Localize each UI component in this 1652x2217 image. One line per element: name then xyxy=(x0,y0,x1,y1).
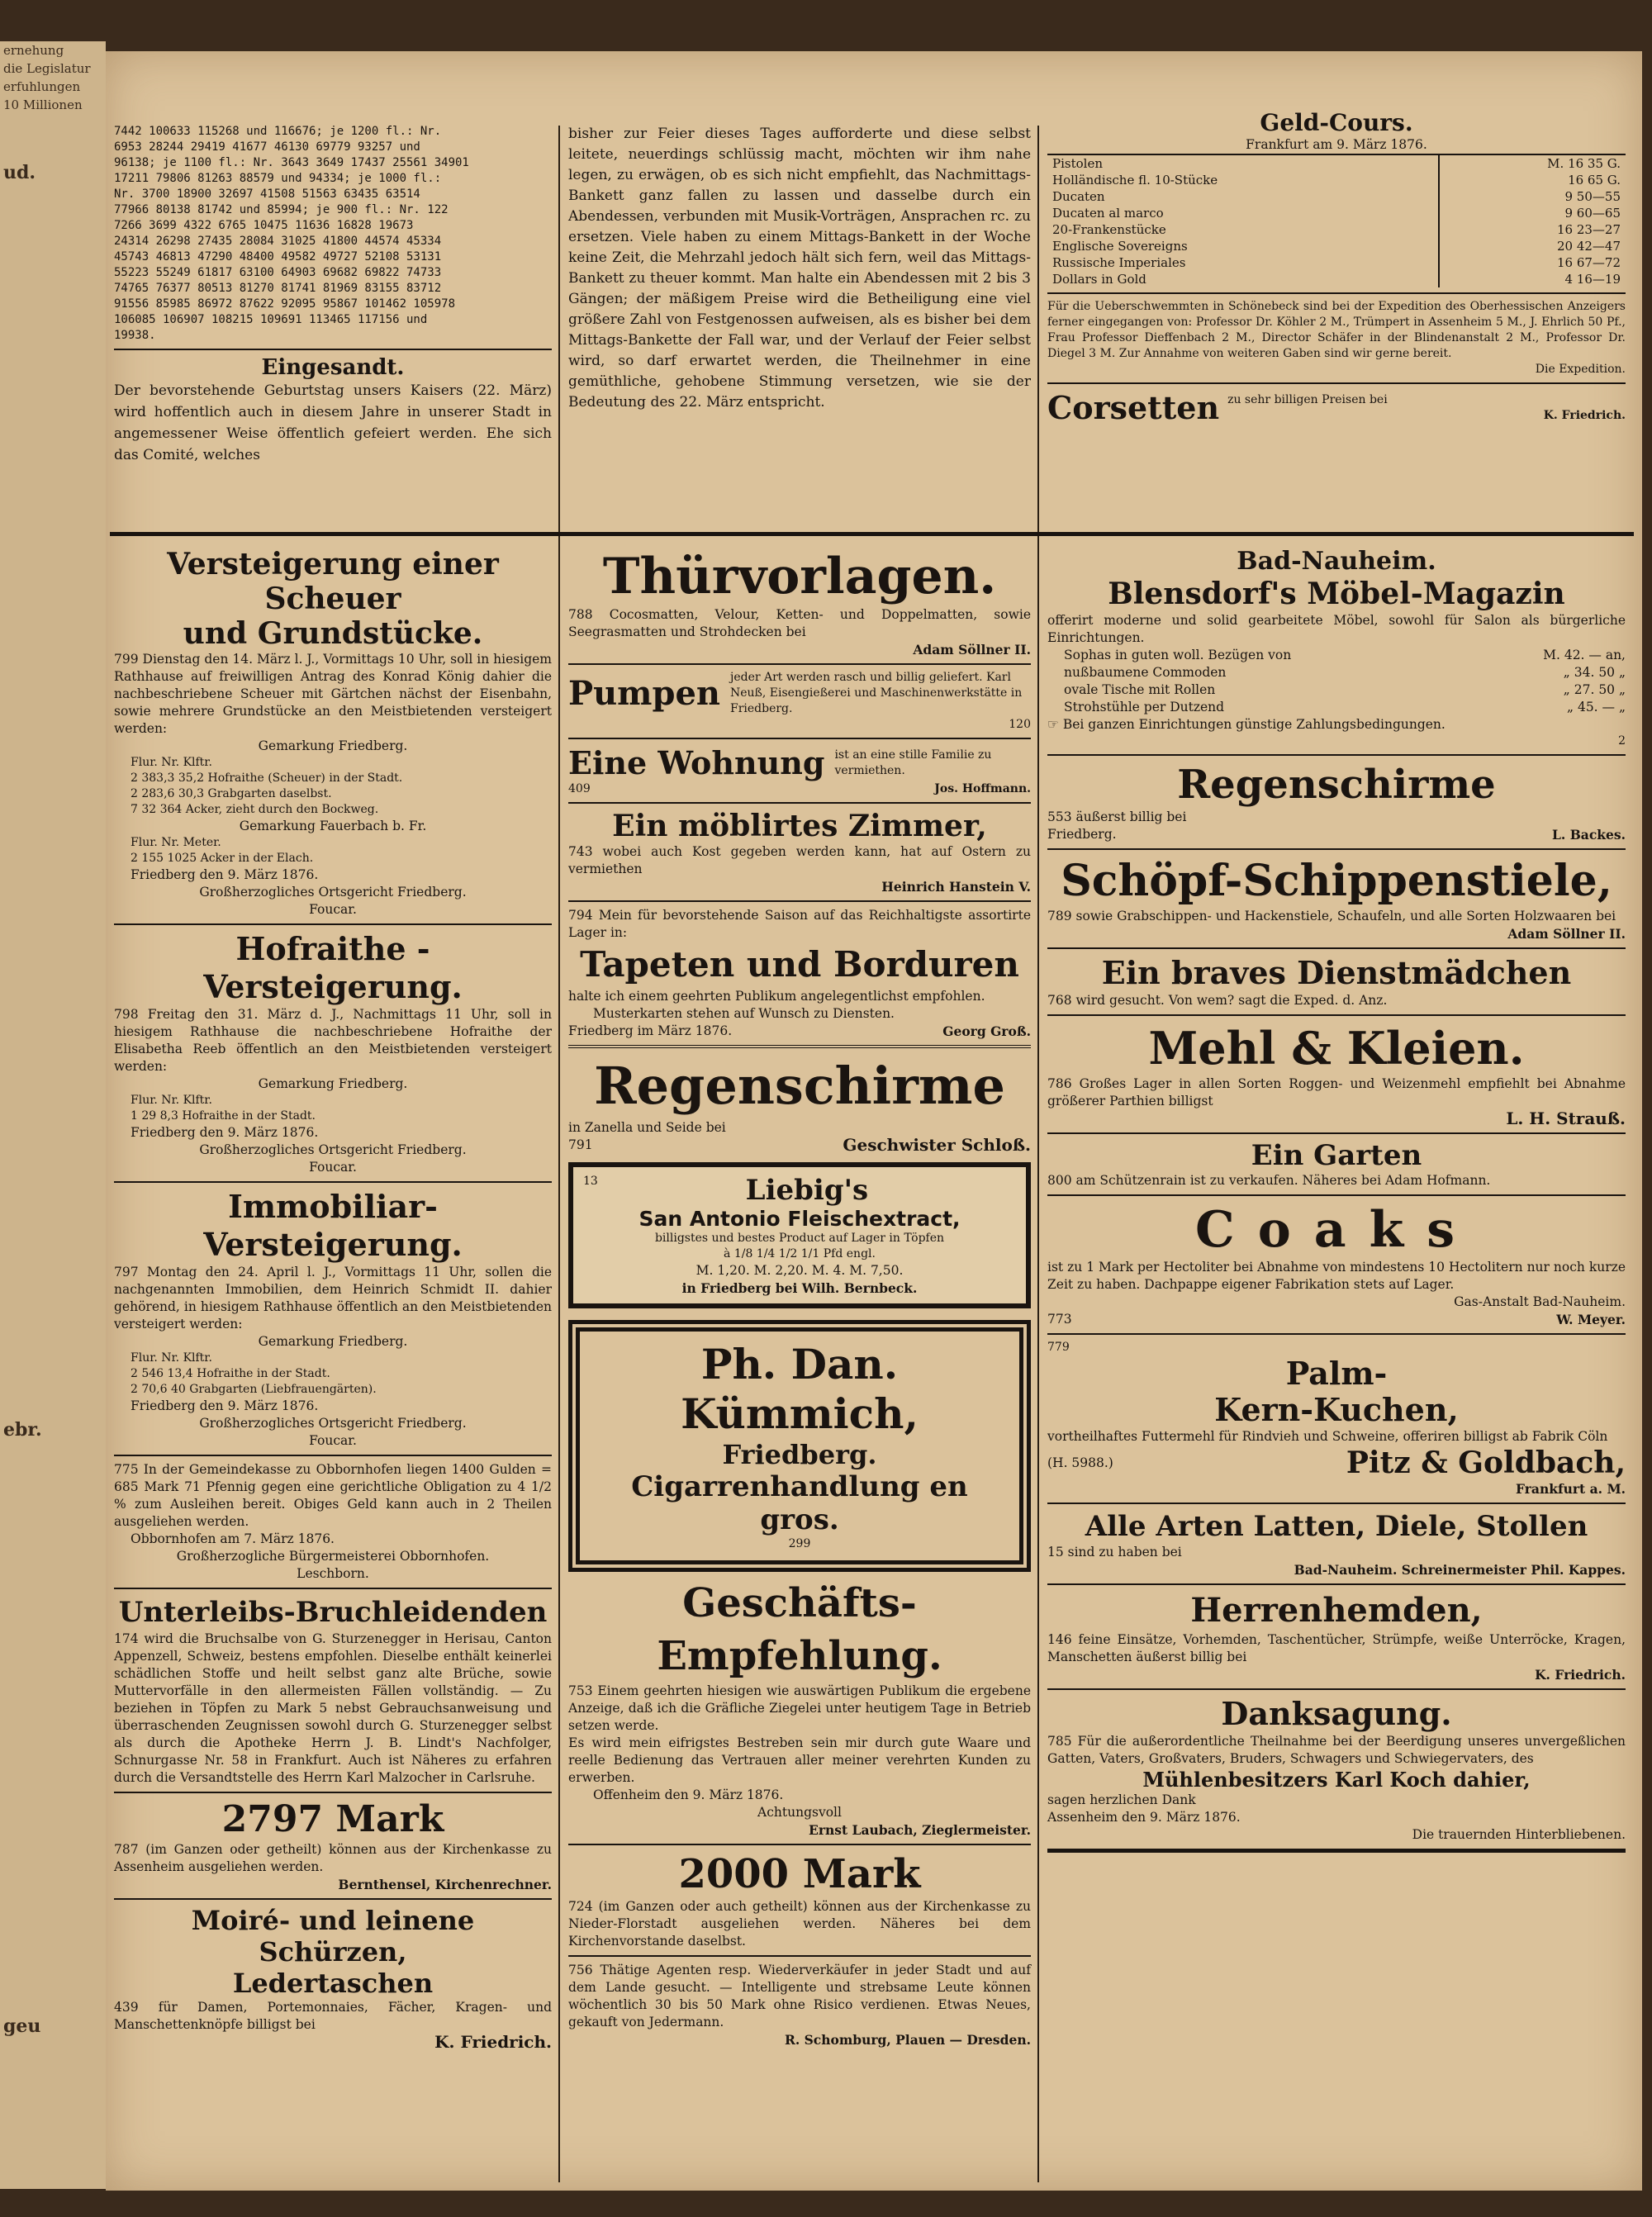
ad-title: Moiré- und leinene Schürzen, xyxy=(191,1905,475,1968)
number-line: 17211 79806 81263 88579 und 94334; je 1000 fl.: xyxy=(114,172,442,185)
ad-sign: Die trauernden Hinterbliebenen. xyxy=(1412,1827,1626,1842)
price-row xyxy=(1047,664,1626,681)
ad-title: Ein braves Dienstmädchen xyxy=(1101,954,1572,991)
ad-sign: W. Meyer. xyxy=(1556,1312,1626,1327)
rate: 4 16—19 xyxy=(1439,271,1626,287)
ad-text: Flur. Nr. Klftr. xyxy=(131,756,212,769)
exchange-row xyxy=(1047,205,1626,221)
ad-title: Hofraithe - Versteigerung. xyxy=(203,930,463,1005)
ad-sign: K. Friedrich. xyxy=(434,2032,552,2052)
ad-text: sagen herzlichen Dank xyxy=(1047,1792,1196,1807)
ad-wohnung xyxy=(568,744,1031,781)
ad-num: 2 xyxy=(1618,734,1626,748)
ad-where: in Friedberg bei Wilh. Bernbeck. xyxy=(681,1280,918,1296)
ad-title: Herrenhemden, xyxy=(1190,1591,1483,1630)
edge-text: 10 Millionen xyxy=(3,97,83,112)
edge-text: erfuhlungen xyxy=(3,79,81,94)
ad-text: 775 In der Gemeindekasse zu Obbornhofen liegen 1400 Gulden = 685 Mark 71 Pfennig gegen eine gerichtliche Obligation zu 4 1/2 % zum Ausleihen bereit. Obiges Geld kann auch in 2 Theilen ausgeliehen werden. xyxy=(114,1462,552,1529)
number-line: 7442 100633 115268 und 116676; je 1200 fl.: Nr. xyxy=(114,125,442,138)
number-line: 19938. xyxy=(114,329,156,342)
price-row xyxy=(1047,681,1626,699)
ad-city: Frankfurt a. M. xyxy=(1516,1481,1626,1497)
currency: Englische Sovereigns xyxy=(1052,239,1188,254)
ad-sign: Ernst Laubach, Zieglermeister. xyxy=(809,1822,1031,1838)
ad-title: Schöpf-Schippenstiele, xyxy=(1061,856,1612,906)
ad-title: Regenschirme xyxy=(1177,762,1496,808)
ad-text: 788 Cocosmatten, Velour, Ketten- und Doppelmatten, sowie Seegrasmatten und Strohdecken bei xyxy=(568,607,1031,639)
ad-pre: Bad-Nauheim. xyxy=(1237,547,1436,576)
ad-footer xyxy=(1047,1446,1626,1480)
ad-sign: Foucar. xyxy=(309,1433,357,1448)
rate: 16 67—72 xyxy=(1439,254,1626,271)
ad-title: Corsetten xyxy=(1047,389,1220,426)
ad-num: 120 xyxy=(1009,718,1031,731)
eingesandt-text: Der bevorstehende Geburtstag unsers Kaisers (22. März) wird hoffentlich auch in diesem Jahre in unserer Stadt in angemessener Weise öffentlich gefeiert werden. Ehe sich das Comité, welches xyxy=(114,382,552,463)
ad-title: Kern-Kuchen, xyxy=(1214,1391,1459,1428)
column-1-ads xyxy=(114,547,552,2051)
ad-note-text: Bei ganzen Einrichtungen günstige Zahlungsbedingungen. xyxy=(1062,717,1446,732)
edge-text: ud. xyxy=(3,162,36,183)
ad-text: 15 sind zu haben bei xyxy=(1047,1545,1182,1559)
ad-footer xyxy=(1047,826,1626,843)
ad-text: 743 wobei auch Kost gegeben werden kann, hat auf Ostern zu vermiethen xyxy=(568,844,1031,876)
ad-prices: M. 1,20. M. 2,20. M. 4. M. 7,50. xyxy=(695,1263,904,1278)
column-2 xyxy=(568,124,1031,413)
ad-sign: L. Backes. xyxy=(1552,827,1626,843)
ad-text: offerirt moderne und solid gearbeitete Möbel, sowohl für Salon als bürgerliche Einrichtungen. xyxy=(1047,613,1626,645)
donation-sign: Die Expedition. xyxy=(1535,363,1626,376)
ad-text: in Zanella und Seide bei xyxy=(568,1120,726,1135)
column-3 xyxy=(1047,109,1626,426)
exchange-row xyxy=(1047,271,1626,287)
ad-date: Friedberg den 9. März 1876. xyxy=(131,867,319,882)
price: M. 42. — an, xyxy=(1543,648,1626,662)
ad-text: 2 155 1025 Acker in der Elach. xyxy=(131,852,314,865)
ad-sign: Jos. Hoffmann. xyxy=(934,782,1031,795)
ad-note xyxy=(1047,716,1626,733)
liebig-ad-box xyxy=(568,1162,1031,1308)
ad-title: Eine Wohnung xyxy=(568,744,825,781)
rate: M. 16 35 G. xyxy=(1439,155,1626,172)
ad-pumpen xyxy=(568,670,1031,717)
ad-text: 174 wird die Bruchsalbe von G. Sturzenegger in Herisau, Canton Appenzell, Schweiz, bestens empfohlen. Dieselbe enthält keinerlei schädlichen Stoffe und heilt selbst ganz alte Brüche, sowie Muttervorfälle in den allermeisten Fällen vollständig. — Zu beziehen in Töpfen zu Mark 5 nebst Gebrauchsanweisung und überraschenden Zeugnissen sowohl durch G. Sturzenegger selbst als durch die Apotheke Herrn J. B. Lindt's Nachfolger, Schnurgasse Nr. 58 in Frankfurt. Auch ist Näheres zu erfahren durch die Versandtstelle des Herrn Karl Malzocher in Carlsruhe. xyxy=(114,1631,552,1785)
ad-sign: K. Friedrich. xyxy=(1543,408,1626,422)
ad-title: Unterleibs-Bruchleidenden xyxy=(118,1596,548,1629)
ad-title: Coaks xyxy=(1194,1201,1478,1259)
ad-text: 786 Großes Lager in allen Sorten Roggen- und Weizenmehl empfiehlt bei Abnahme größerer Parthien billigst xyxy=(1047,1076,1626,1108)
ad-city: Friedberg. xyxy=(722,1439,877,1470)
edge-text: die Legislatur xyxy=(3,61,91,76)
geld-subtitle: Frankfurt am 9. März 1876. xyxy=(1047,136,1626,155)
ad-text: Gemarkung Friedberg. xyxy=(258,1076,408,1091)
number-line: 55223 55249 61817 63100 64903 69682 69822 74733 xyxy=(114,266,442,279)
ad-text: Es wird mein eifrigstes Bestreben sein mir durch gute Waare und reelle Bedienung das Vertrauen aller meiner verehrten Kunden zu erwerben. xyxy=(568,1735,1031,1785)
number-line: 96138; je 1100 fl.: Nr. 3643 3649 17437 25561 34901 xyxy=(114,156,469,169)
ad-title: Ledertaschen xyxy=(232,1968,434,1999)
ad-court: Großherzogliches Ortsgericht Friedberg. xyxy=(199,1416,467,1431)
exchange-row xyxy=(1047,188,1626,205)
currency: Holländische fl. 10-Stücke xyxy=(1052,173,1218,188)
ad-num: 409 xyxy=(568,782,591,795)
currency: Ducaten al marco xyxy=(1052,206,1164,221)
eingesandt-title: Eingesandt. xyxy=(261,355,405,380)
newspaper-page xyxy=(106,51,1642,2191)
exchange-row xyxy=(1047,238,1626,254)
exchange-row xyxy=(1047,221,1626,238)
ad-code: (H. 5988.) xyxy=(1047,1455,1113,1470)
currency: 20-Frankenstücke xyxy=(1052,222,1166,237)
ad-footer xyxy=(568,781,1031,797)
number-line: Nr. 3700 18900 32697 41508 51563 63435 63514 xyxy=(114,188,420,201)
ad-text: 798 Freitag den 31. März d. J., Nachmittags 11 Uhr, soll in hiesigem Rathhause die nachbeschriebene Hofraithe der Elisabetha Reeb öffentlich an den Meistbietenden versteigert werden: xyxy=(114,1007,552,1074)
ad-text: billigstes und bestes Product auf Lager in Töpfen xyxy=(654,1232,945,1245)
rate: 20 42—47 xyxy=(1439,238,1626,254)
exchange-row xyxy=(1047,155,1626,172)
kuemmich-ad-box xyxy=(568,1320,1031,1572)
ad-text: halte ich einem geehrten Publikum angelegentlichst empfohlen. xyxy=(568,989,985,1004)
number-line: 77966 80138 81742 und 85994; je 900 fl.: Nr. 122 xyxy=(114,203,449,216)
number-line: 6953 28244 29419 41677 46130 69779 93257 und xyxy=(114,140,420,154)
ad-sign: Bernthensel, Kirchenrechner. xyxy=(338,1877,552,1892)
ad-date: Assenheim den 9. März 1876. xyxy=(1047,1810,1241,1825)
ad-text: ist an eine stille Familie zu vermiethen. xyxy=(834,748,992,777)
currency: Pistolen xyxy=(1052,156,1103,171)
ad-date: Obbornhofen am 7. März 1876. xyxy=(131,1531,335,1546)
ad-sign: Adam Söllner II. xyxy=(913,642,1031,658)
ad-sign: L. H. Strauß. xyxy=(1506,1108,1626,1128)
ad-title: Pumpen xyxy=(568,674,720,713)
ad-footer xyxy=(568,1137,1031,1154)
ad-footer xyxy=(568,1023,1031,1040)
column-rule xyxy=(1037,126,1039,2182)
ad-text: Gemarkung Fauerbach b. Fr. xyxy=(239,819,427,833)
ad-title: und Grundstücke. xyxy=(183,616,483,651)
ad-sign: Foucar. xyxy=(309,902,357,917)
ad-footer xyxy=(1047,1311,1626,1328)
ad-sign: Bad-Nauheim. Schreinermeister Phil. Kappes. xyxy=(1294,1562,1626,1578)
ad-title: Ein möblirtes Zimmer, xyxy=(612,809,987,843)
price: „ 45. — „ xyxy=(1567,700,1626,714)
price: „ 34. 50 „ xyxy=(1563,665,1626,680)
currency: Ducaten xyxy=(1052,189,1105,204)
ad-text: zu sehr billigen Preisen bei xyxy=(1227,392,1388,406)
ad-sign: Geschwister Schloß. xyxy=(843,1135,1031,1155)
ad-title: Geschäfts-Empfehlung. xyxy=(657,1580,942,1679)
ad-city: Friedberg. xyxy=(1047,827,1117,842)
ad-title: Alle Arten Latten, Diele, Stollen xyxy=(1085,1510,1588,1543)
ad-text: Musterkarten stehen auf Wunsch zu Diensten. xyxy=(593,1006,895,1021)
ad-title: Danksagung. xyxy=(1221,1695,1452,1732)
ad-title: Liebig's xyxy=(745,1174,869,1207)
ad-title: 2797 Mark xyxy=(221,1798,444,1840)
exchange-row xyxy=(1047,172,1626,188)
exchange-row xyxy=(1047,254,1626,271)
rate: 9 50—55 xyxy=(1439,188,1626,205)
ad-text: 785 Für die außerordentliche Theilnahme bei der Beerdigung unseres unvergeßlichen Gatten, Vaters, Großvaters, Bruders, Schwagers und Schwiegervaters, des xyxy=(1047,1734,1626,1766)
ad-num: 13 xyxy=(583,1175,598,1188)
ad-title: Thürvorlagen. xyxy=(602,548,997,605)
ad-subtitle: San Antonio Fleischextract, xyxy=(638,1207,961,1231)
ad-corsetten xyxy=(1047,389,1626,426)
ad-text: 756 Thätige Agenten resp. Wiederverkäufer in jeder Stadt und auf dem Lande gesucht. — Intelligente und strebsame Leute können wöchentlich 30 bis 50 Mark ohne Risico verdienen. Etwas Neues, gekauft von Jedermann. xyxy=(568,1963,1031,2029)
item: Strohstühle per Dutzend xyxy=(1064,700,1225,714)
price: „ 27. 50 „ xyxy=(1563,682,1626,697)
ad-text: Gemarkung Friedberg. xyxy=(258,1334,408,1349)
section-rule xyxy=(110,532,1634,536)
ad-text: 553 äußerst billig bei xyxy=(1047,809,1187,824)
column-2-ads xyxy=(568,547,1031,2048)
edge-text: ernehung xyxy=(3,43,64,58)
number-line: 74765 76377 80513 81270 81741 81969 83155 83712 xyxy=(114,282,442,295)
ad-text: 799 Dienstag den 14. März l. J., Vormittags 10 Uhr, soll in hiesigem Rathhause auf freiwilligen Antrag des Konrad König dahier die nachbeschriebene Scheuer mit Gärtchen nächst der Eisenbahn, sowie mehrere Grundstücke an den Meistbietenden versteigert werden: xyxy=(114,652,552,736)
ad-text: 800 am Schützenrain ist zu verkaufen. Näheres bei Adam Hofmann. xyxy=(1047,1173,1491,1188)
column-rule xyxy=(558,126,560,2182)
ad-court: Großherzogliche Bürgermeisterei Obbornhofen. xyxy=(176,1549,490,1564)
number-line: 45743 46813 47290 48400 49582 49727 52108 53131 xyxy=(114,250,442,263)
ad-title: Versteigerung einer Scheuer xyxy=(167,547,499,616)
ad-text: 787 (im Ganzen oder getheilt) können aus der Kirchenkasse zu Assenheim ausgeliehen werden. xyxy=(114,1842,552,1874)
ad-title: 2000 Mark xyxy=(678,1851,921,1897)
item: nußbaumene Commoden xyxy=(1064,665,1227,680)
article-text: bisher zur Feier dieses Tages aufforderte und diese selbst leitete, neuerdings schlüssig macht, möchten wir ihm nahe legen, zu erwägen, ob es sich nicht empfiehlt, das Nachmittags-Bankett ganz fallen zu lassen und dasselbe durch ein Abendessen, verbunden mit Musik-Vorträgen, Ansprachen rc. zu ersetzen. Viele haben zu einem Mittags-Bankett in der Woche keine Zeit, die Mehrzahl jedoch hält sich fern, weil das Mittags-Bankett zu theuer kommt. Man halte ein Abendessen mit 2 bis 3 Gängen; der mäßigem Preise wird die Betheiligung eine viel größere Zahl von Festgenossen aufweisen, als es bisher bei dem Mittags-Bankette der Fall war, und der Verlauf der Feier selbst wird, so darf erwartet werden, die Theilnehmer in eine gemüthliche, gehobene Stimmung versetzen, wie sie der Bedeutung des 22. März entspricht. xyxy=(568,126,1031,411)
ad-subtitle: Cigarrenhandlung en gros. xyxy=(631,1470,968,1536)
ad-text: 2 70,6 40 Grabgarten (Liebfrauengärten). xyxy=(131,1383,377,1396)
ad-sign: Leschborn. xyxy=(297,1566,369,1581)
price-row xyxy=(1047,647,1626,664)
ad-text: 797 Montag den 24. April l. J., Vormittags 11 Uhr, sollen die nachgenannten Immobilien, dem Heinrich Schmidt II. dahier gehörend, in hiesigem Rathhause öffentlich an den Meistbietenden versteigert werden: xyxy=(114,1265,552,1332)
ad-title: Palm- xyxy=(1285,1355,1388,1392)
ad-text: 1 29 8,3 Hofraithe in der Stadt. xyxy=(131,1109,316,1123)
edge-text: ebr. xyxy=(3,1419,42,1441)
ad-sizes: à 1/8 1/4 1/2 1/1 Pfd engl. xyxy=(724,1247,876,1260)
ad-text: 146 feine Einsätze, Vorhemden, Taschentücher, Strümpfe, weiße Unterröcke, Kragen, Manschetten äußerst billig bei xyxy=(1047,1632,1626,1664)
ad-name: Mühlenbesitzers Karl Koch dahier, xyxy=(1142,1768,1531,1792)
lottery-numbers xyxy=(114,124,552,344)
ad-num: 791 xyxy=(568,1137,593,1152)
ad-court: Großherzogliches Ortsgericht Friedberg. xyxy=(199,1142,467,1157)
ad-num: 779 xyxy=(1047,1341,1070,1354)
ad-text: 7 32 364 Acker, zieht durch den Bockweg. xyxy=(131,803,379,816)
currency: Russische Imperiales xyxy=(1052,255,1186,270)
donation-text: Für die Ueberschwemmten in Schönebeck sind bei der Expedition des Oberhessischen Anzeigers ferner eingegangen von: Professor Dr. Köhler 2 M., Trümpert in Assenheim 5 M., J. Ehrlich 50 Pf., Frau Professor Dieffenbach 2 M., Director Schäfer in der Blindenanstalt 2 M., Professor Dr. Diegel 3 M. Zur Annahme von weiteren Gaben sind wir gerne bereit. xyxy=(1047,300,1626,360)
ad-title: Regenschirme xyxy=(594,1056,1005,1116)
number-line: 24314 26298 27435 28084 31025 41800 44574 45334 xyxy=(114,235,442,248)
ad-text: 439 für Damen, Portemonnaies, Fächer, Kragen- und Manschettenknöpfe billigst bei xyxy=(114,2000,552,2032)
ad-head xyxy=(583,1174,1016,1207)
ad-sign: Adam Söllner II. xyxy=(1507,926,1626,942)
ad-sign: R. Schomburg, Plauen — Dresden. xyxy=(784,2032,1031,2048)
ad-title: Blensdorf's Möbel-Magazin xyxy=(1108,577,1565,611)
ad-title: Immobiliar-Versteigerung. xyxy=(203,1188,463,1263)
ad-date: Friedberg den 9. März 1876. xyxy=(131,1398,319,1413)
number-line: 7266 3699 4322 6765 10475 11636 16828 19673 xyxy=(114,219,414,232)
ad-text: 753 Einem geehrten hiesigen wie auswärtigen Publikum die ergebene Anzeige, daß ich die Gräfliche Ziegelei unter heutigem Tage in Betrieb setzen werde. xyxy=(568,1683,1031,1733)
rate: 9 60—65 xyxy=(1439,205,1626,221)
column-1 xyxy=(114,124,552,466)
ad-text: 789 sowie Grabschippen- und Hackenstiele, Schaufeln, und alle Sorten Holzwaaren bei xyxy=(1047,909,1616,923)
geld-title: Geld-Cours. xyxy=(1260,109,1413,136)
ad-title: Mehl & Kleien. xyxy=(1148,1022,1525,1075)
hand-pointer-icon: ☞ xyxy=(1047,717,1063,732)
ad-title: Ein Garten xyxy=(1251,1139,1422,1172)
ad-sign: Georg Groß. xyxy=(942,1023,1031,1039)
number-line: 106085 106907 108215 109691 113465 117156 und xyxy=(114,313,428,326)
column-3-ads xyxy=(1047,547,1626,1853)
ad-text: ist zu 1 Mark per Hectoliter bei Abnahme von mindestens 10 Hectolitern nur noch kurze Zeit zu haben. Dachpappe eigener Fabrikation stets auf Lager. xyxy=(1047,1260,1626,1292)
ad-date: Friedberg im März 1876. xyxy=(568,1023,733,1038)
ad-num: 773 xyxy=(1047,1312,1072,1327)
ad-sign: Foucar. xyxy=(309,1160,357,1175)
ad-text: Flur. Nr. Klftr. xyxy=(131,1094,212,1107)
ad-title: Tapeten und Borduren xyxy=(580,944,1019,985)
ad-text: Gemarkung Friedberg. xyxy=(258,738,408,753)
ad-date: Friedberg den 9. März 1876. xyxy=(131,1125,319,1140)
ad-text: 2 546 13,4 Hofraithe in der Stadt. xyxy=(131,1367,330,1380)
number-line: 91556 85985 86972 87622 92095 95867 101462 105978 xyxy=(114,297,456,311)
ad-sign: Pitz & Goldbach, xyxy=(1346,1446,1626,1480)
rate: 16 65 G. xyxy=(1439,172,1626,188)
ad-text: 794 Mein für bevorstehende Saison auf das Reichhaltigste assortirte Lager in: xyxy=(568,908,1031,940)
ad-court: Großherzogliches Ortsgericht Friedberg. xyxy=(199,885,467,900)
ad-text: 768 wird gesucht. Von wem? sagt die Exped. d. Anz. xyxy=(1047,993,1388,1008)
adjacent-page-edge xyxy=(0,41,106,2189)
item: ovale Tische mit Rollen xyxy=(1064,682,1216,697)
ad-date: Offenheim den 9. März 1876. xyxy=(593,1787,784,1802)
edge-text: geu xyxy=(3,2015,41,2037)
ad-title: Ph. Dan. Kümmich, xyxy=(681,1340,919,1438)
ad-text: Flur. Nr. Meter. xyxy=(131,836,221,849)
price-row xyxy=(1047,699,1626,716)
ad-text: 724 (im Ganzen oder auch getheilt) können aus der Kirchenkasse zu Nieder-Florstadt ausgeliehen werden. Näheres bei dem Kirchenvorstande daselbst. xyxy=(568,1899,1031,1949)
ad-text: vortheilhaftes Futtermehl für Rindvieh und Schweine, offeriren billigst ab Fabrik Cöln xyxy=(1047,1429,1608,1444)
item: Sophas in guten woll. Bezügen von xyxy=(1064,648,1292,662)
ad-text: jeder Art werden rasch und billig geliefert. Karl Neuß, Eisengießerei und Maschinenwerkstätte in Friedberg. xyxy=(729,671,1023,715)
ad-text: 2 283,6 30,3 Grabgarten daselbst. xyxy=(131,787,332,800)
ad-num: 299 xyxy=(788,1537,811,1550)
rate: 16 23—27 xyxy=(1439,221,1626,238)
ad-place: Gas-Anstalt Bad-Nauheim. xyxy=(1454,1294,1626,1309)
currency: Dollars in Gold xyxy=(1052,272,1146,287)
ad-greet: Achtungsvoll xyxy=(757,1805,842,1820)
ad-text: 2 383,3 35,2 Hofraithe (Scheuer) in der Stadt. xyxy=(131,771,403,785)
ad-sign: K. Friedrich. xyxy=(1535,1667,1626,1683)
ad-sign: Heinrich Hanstein V. xyxy=(881,879,1031,895)
ad-text: Flur. Nr. Klftr. xyxy=(131,1351,212,1365)
exchange-table xyxy=(1047,155,1626,287)
